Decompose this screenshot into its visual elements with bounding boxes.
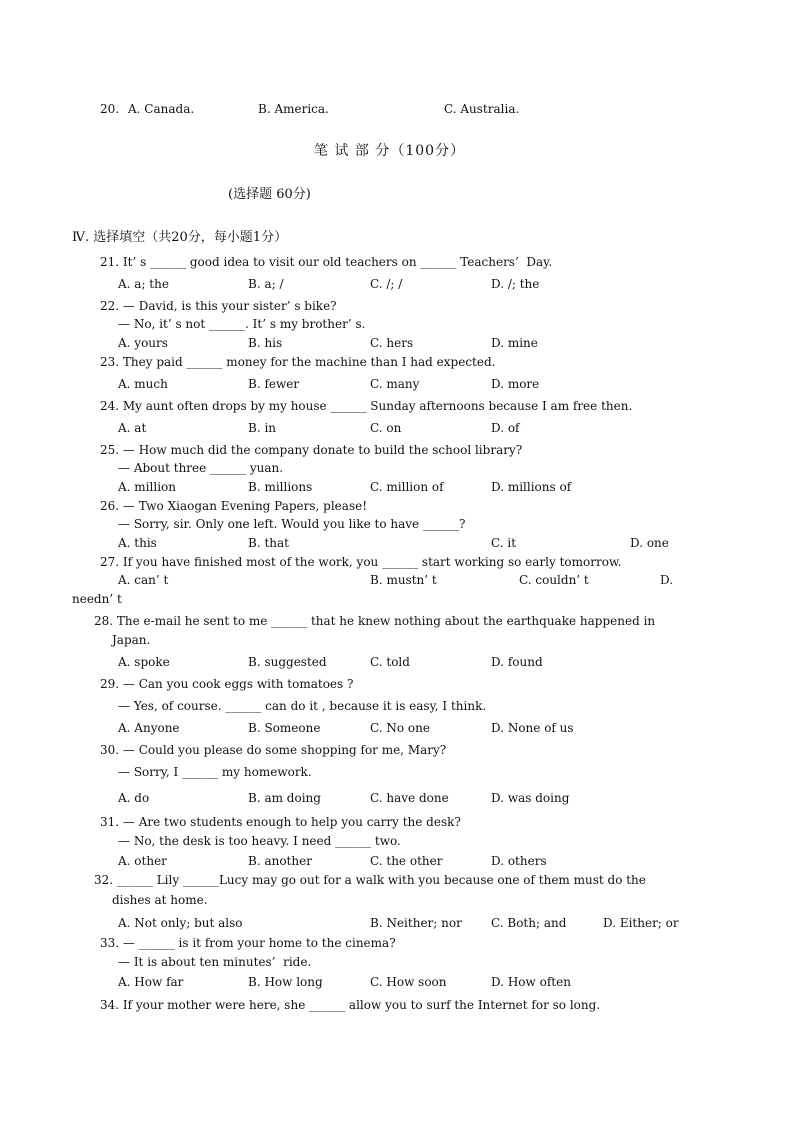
q31-line2: — No, the desk is too heavy. I need ______ two. — [118, 834, 401, 848]
written-part-header: 笔 试 部 分（100分） — [314, 143, 466, 159]
q29-option-b: B. Someone — [248, 721, 321, 735]
q20-option-a: A. Canada. — [128, 102, 195, 116]
q30-stem: 30. — Could you please do some shopping for me, Mary? — [100, 743, 447, 757]
q33-line2: — It is about ten minutes’ ride. — [118, 955, 312, 969]
q31-option-b: B. another — [248, 854, 312, 868]
q29-stem: 29. — Can you cook eggs with tomatoes ? — [100, 677, 354, 691]
q28-option-a: A. spoke — [118, 655, 170, 669]
q33-option-c: C. How soon — [370, 975, 447, 989]
q25-line2: — About three ______ yuan. — [118, 461, 284, 475]
q33-option-d: D. How often — [491, 975, 571, 989]
q27-option-c: C. couldn’ t — [519, 573, 589, 587]
q31-stem: 31. — Are two students enough to help you carry the desk? — [100, 815, 461, 829]
q23-option-d: D. more — [491, 377, 540, 391]
q30-option-b: B. am doing — [248, 791, 321, 805]
q28-option-b: B. suggested — [248, 655, 327, 669]
q29-option-a: A. Anyone — [118, 721, 180, 735]
q26-option-c: C. it — [491, 536, 517, 550]
q23-option-b: B. fewer — [248, 377, 300, 391]
q26-option-d: D. one — [630, 536, 669, 550]
q29-option-d: D. None of us — [491, 721, 574, 735]
q29-line2: — Yes, of course. ______ can do it , because it is easy, I think. — [118, 699, 487, 713]
q26-line2: — Sorry, sir. Only one left. Would you like to have ______? — [118, 517, 466, 531]
q28-line2: Japan. — [112, 633, 151, 647]
q21-option-d: D. /; the — [491, 277, 540, 291]
q21-stem: 21. It’ s ______ good idea to visit our old teachers on ______ Teachers’ Day. — [100, 255, 553, 269]
q31-option-c: C. the other — [370, 854, 443, 868]
q28-option-d: D. found — [491, 655, 543, 669]
q20-option-c: C. Australia. — [444, 102, 520, 116]
q25-option-b: B. millions — [248, 480, 313, 494]
q26-stem: 26. — Two Xiaogan Evening Papers, please! — [100, 499, 368, 513]
q28-stem: 28. The e-mail he sent to me ______ that he knew nothing about the earthquake happened in — [94, 614, 656, 628]
q24-option-a: A. at — [118, 421, 147, 435]
q32-line2: dishes at home. — [112, 893, 208, 907]
q24-stem: 24. My aunt often drops by my house ______ Sunday afternoons because I am free then. — [100, 399, 633, 413]
q25-option-c: C. million of — [370, 480, 444, 494]
q25-stem: 25. — How much did the company donate to build the school library? — [100, 443, 523, 457]
q25-option-a: A. million — [118, 480, 176, 494]
q24-option-b: B. in — [248, 421, 277, 435]
q24-option-d: D. of — [491, 421, 520, 435]
q22-option-a: A. yours — [118, 336, 168, 350]
q33-stem: 33. — ______ is it from your home to the cinema? — [100, 936, 396, 950]
q31-option-d: D. others — [491, 854, 547, 868]
q27-option-d: D. — [660, 573, 674, 587]
q32-option-d: D. Either; or — [603, 916, 679, 930]
q28-option-c: C. told — [370, 655, 410, 669]
q22-option-d: D. mine — [491, 336, 538, 350]
q26-option-b: B. that — [248, 536, 289, 550]
q34-stem: 34. If your mother were here, she ______ allow you to surf the Internet for so long. — [100, 998, 601, 1012]
q22-option-c: C. hers — [370, 336, 414, 350]
q30-option-c: C. have done — [370, 791, 449, 805]
q22-line2: — No, it’ s not ______. It’ s my brother’ s. — [118, 317, 366, 331]
q20-option-b: B. America. — [258, 102, 329, 116]
q30-line2: — Sorry, I ______ my homework. — [118, 765, 312, 779]
q20-number: 20. — [100, 102, 120, 116]
q31-option-a: A. other — [118, 854, 167, 868]
q29-option-c: C. No one — [370, 721, 430, 735]
q30-option-a: A. do — [118, 791, 150, 805]
q24-option-c: C. on — [370, 421, 402, 435]
q32-option-c: C. Both; and — [491, 916, 567, 930]
section-title: Ⅳ. 选择填空（共20分，每小题1分） — [72, 230, 288, 245]
q27-stem: 27. If you have finished most of the work, you ______ start working so early tomorrow. — [100, 555, 622, 569]
q32-option-a: A. Not only; but also — [118, 916, 243, 930]
q27-option-b: B. mustn’ t — [370, 573, 437, 587]
q21-option-c: C. /; / — [370, 277, 403, 291]
q21-option-b: B. a; / — [248, 277, 284, 291]
choice-part-header: (选择题 60分) — [228, 187, 311, 202]
q22-stem: 22. — David, is this your sister’ s bike? — [100, 299, 337, 313]
q30-option-d: D. was doing — [491, 791, 570, 805]
q27-option-a: A. can’ t — [118, 573, 169, 587]
q23-option-a: A. much — [118, 377, 168, 391]
q25-option-d: D. millions of — [491, 480, 572, 494]
q21-option-a: A. a; the — [118, 277, 169, 291]
q23-option-c: C. many — [370, 377, 420, 391]
q33-option-b: B. How long — [248, 975, 323, 989]
q32-option-b: B. Neither; nor — [370, 916, 462, 930]
q23-stem: 23. They paid ______ money for the machine than I had expected. — [100, 355, 496, 369]
q22-option-b: B. his — [248, 336, 283, 350]
q26-option-a: A. this — [118, 536, 157, 550]
q33-option-a: A. How far — [118, 975, 184, 989]
q27-option-d-wrap: needn’ t — [72, 592, 122, 606]
q32-stem: 32. ______ Lily ______Lucy may go out for a walk with you because one of them must do the — [94, 873, 646, 887]
